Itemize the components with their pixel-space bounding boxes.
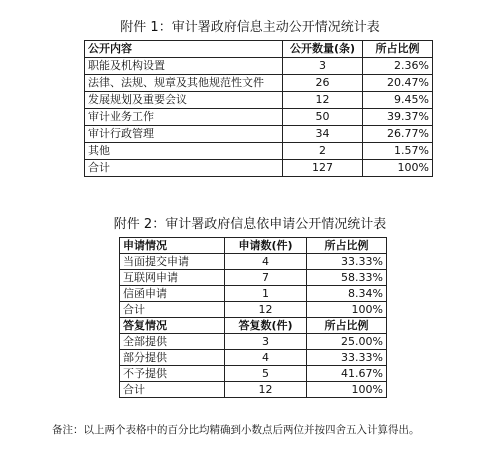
cell-percent: 100%	[307, 382, 387, 398]
table-row	[120, 350, 387, 366]
cell-label: 全部提供	[120, 334, 225, 350]
cell-percent: 100%	[363, 160, 433, 177]
table-total-row	[120, 382, 387, 398]
header-count: 公开数量(条)	[283, 41, 363, 58]
table-row	[85, 75, 433, 92]
header-reply: 答复情况	[120, 318, 225, 334]
table-row	[120, 366, 387, 382]
header-percent: 所占比例	[307, 318, 387, 334]
header-percent: 所占比例	[307, 238, 387, 254]
table-row	[85, 58, 433, 75]
cell-label: 职能及机构设置	[85, 58, 283, 75]
cell-count: 5	[225, 366, 307, 382]
cell-label: 合计	[120, 302, 225, 318]
cell-label: 发展规划及重要会议	[85, 92, 283, 109]
cell-percent: 9.45%	[363, 92, 433, 109]
table-row	[85, 126, 433, 143]
table-header-row	[120, 238, 387, 254]
cell-percent: 58.33%	[307, 270, 387, 286]
header-reply-count: 答复数(件)	[225, 318, 307, 334]
table-row	[120, 334, 387, 350]
table-row	[85, 92, 433, 109]
cell-percent: 33.33%	[307, 350, 387, 366]
cell-label: 信函申请	[120, 286, 225, 302]
cell-percent: 41.67%	[307, 366, 387, 382]
cell-count: 12	[225, 302, 307, 318]
header-request: 申请情况	[120, 238, 225, 254]
table1-title: 附件 1：审计署政府信息主动公开情况统计表	[120, 20, 380, 35]
cell-count: 34	[283, 126, 363, 143]
cell-percent: 20.47%	[363, 75, 433, 92]
cell-percent: 33.33%	[307, 254, 387, 270]
cell-count: 127	[283, 160, 363, 177]
table2-title: 附件 2：审计署政府信息依申请公开情况统计表	[113, 217, 387, 232]
footnote: 备注：以上两个表格中的百分比均精确到小数点后两位并按四舍五入计算得出。	[52, 424, 420, 436]
active-disclosure-table	[84, 40, 433, 177]
table-total-row	[85, 160, 433, 177]
table-row	[85, 109, 433, 126]
cell-label: 互联网申请	[120, 270, 225, 286]
table-row	[120, 286, 387, 302]
cell-label: 部分提供	[120, 350, 225, 366]
cell-count: 26	[283, 75, 363, 92]
table-total-row	[120, 302, 387, 318]
request-disclosure-table	[119, 237, 387, 398]
cell-percent: 8.34%	[307, 286, 387, 302]
cell-label: 合计	[120, 382, 225, 398]
header-percent: 所占比例	[363, 41, 433, 58]
cell-label: 法律、法规、规章及其他规范性文件	[85, 75, 283, 92]
cell-percent: 26.77%	[363, 126, 433, 143]
cell-label: 审计业务工作	[85, 109, 283, 126]
table-row	[120, 254, 387, 270]
table-row	[120, 270, 387, 286]
cell-count: 4	[225, 350, 307, 366]
cell-label: 其他	[85, 143, 283, 160]
cell-count: 4	[225, 254, 307, 270]
cell-label: 当面提交申请	[120, 254, 225, 270]
cell-label: 审计行政管理	[85, 126, 283, 143]
cell-count: 7	[225, 270, 307, 286]
cell-percent: 39.37%	[363, 109, 433, 126]
cell-count: 1	[225, 286, 307, 302]
table-header-row	[85, 41, 433, 58]
cell-count: 12	[283, 92, 363, 109]
cell-percent: 1.57%	[363, 143, 433, 160]
cell-count: 3	[225, 334, 307, 350]
table-row	[85, 143, 433, 160]
table-header-row	[120, 318, 387, 334]
cell-percent: 25.00%	[307, 334, 387, 350]
cell-label: 不予提供	[120, 366, 225, 382]
cell-percent: 100%	[307, 302, 387, 318]
header-request-count: 申请数(件)	[225, 238, 307, 254]
cell-count: 50	[283, 109, 363, 126]
header-content: 公开内容	[85, 41, 283, 58]
cell-percent: 2.36%	[363, 58, 433, 75]
cell-count: 12	[225, 382, 307, 398]
cell-count: 2	[283, 143, 363, 160]
cell-count: 3	[283, 58, 363, 75]
cell-label: 合计	[85, 160, 283, 177]
